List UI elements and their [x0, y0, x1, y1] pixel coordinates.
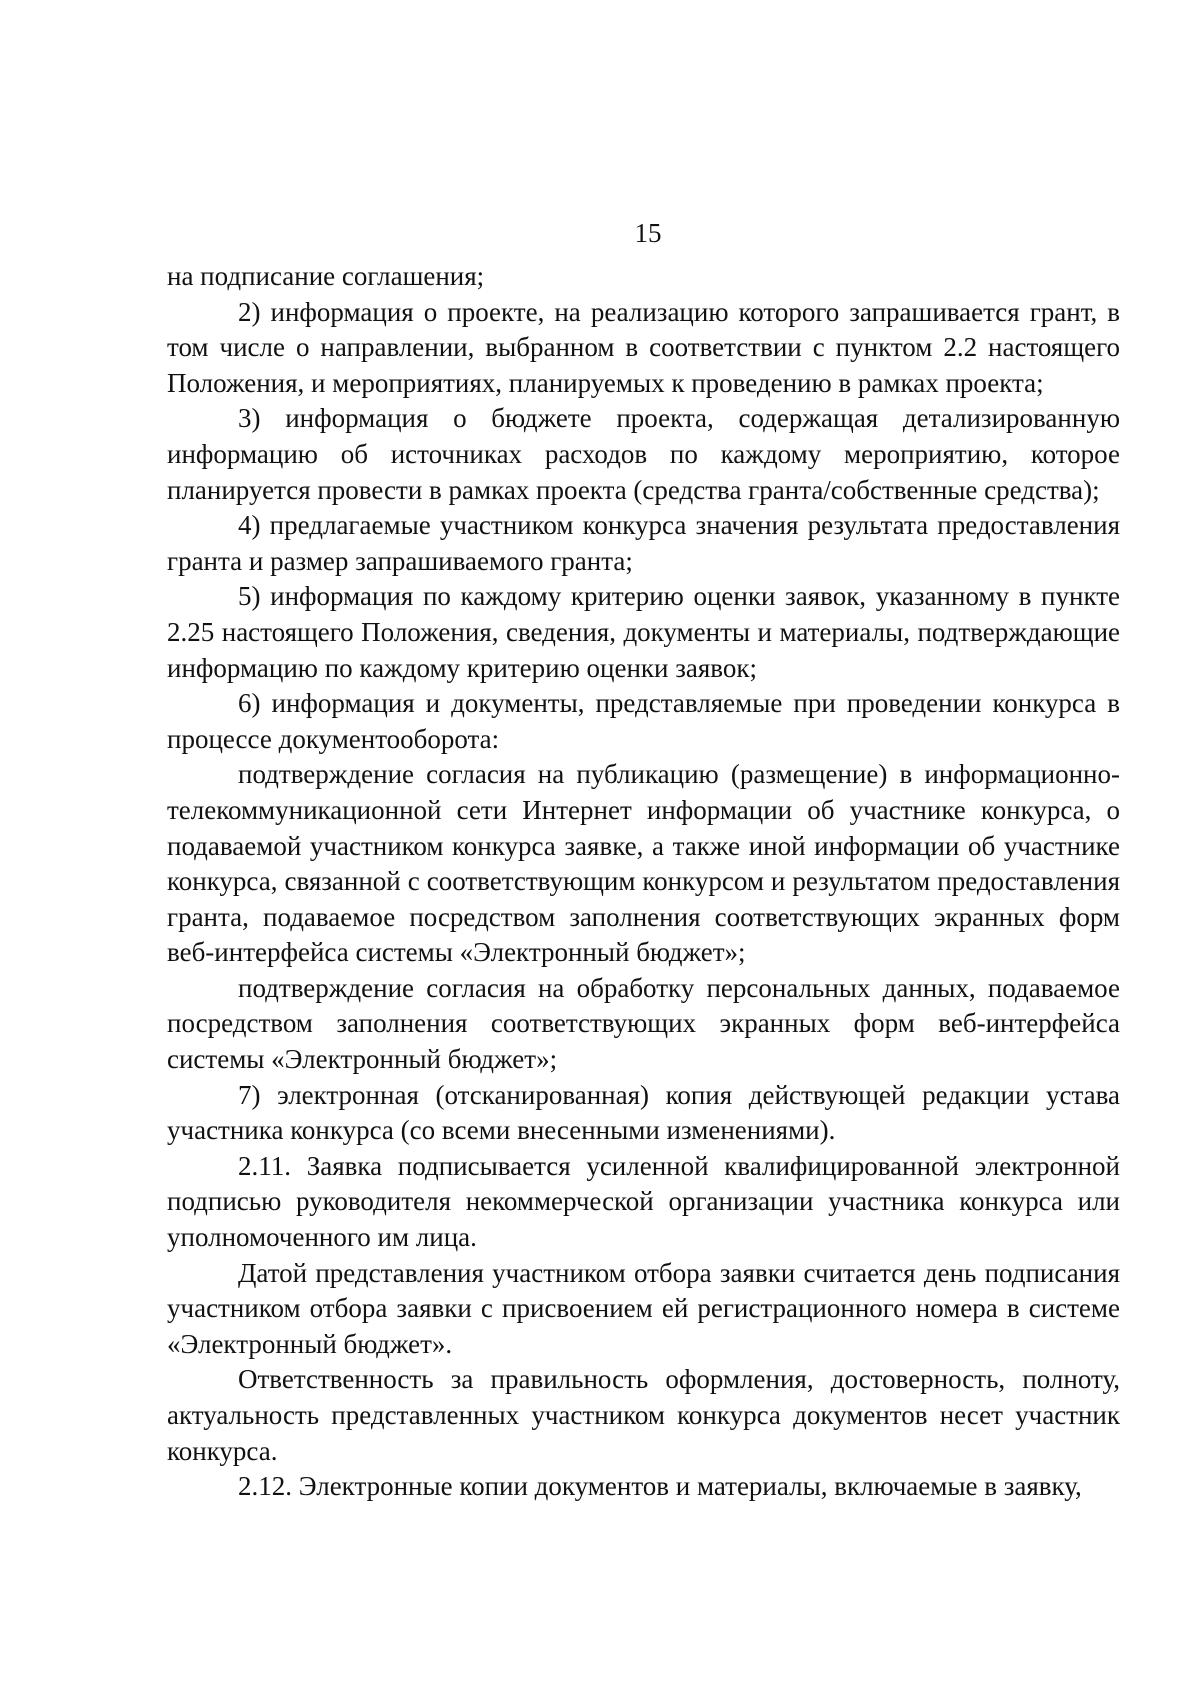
- paragraph-item-2: 2) информация о проекте, на реализацию которого запрашивается грант, в том числе о направлении, выбранном в соответствии с пунктом 2.2 настоящего Положения, и мероприятиях, планируемых к проведению в рамках проекта;: [167, 296, 1120, 398]
- paragraph-item-4: 4) предлагаемые участником конкурса значения результата предоставления гранта и размер запрашиваемого гранта;: [167, 510, 1120, 576]
- paragraph-section-2-11: 2.11. Заявка подписывается усиленной квалифицированной электронной подписью руководителя некоммерческой организации участника конкурса или уполномоченного им лица.: [167, 1150, 1120, 1253]
- paragraph-item-7: 7) электронная (отсканированная) копия действующей редакции устава участника конкурса (со всеми внесенными изменениями).: [167, 1079, 1120, 1146]
- paragraph-item-6: 6) информация и документы, представляемые при проведении конкурса в процессе документооборота:: [167, 688, 1120, 754]
- paragraph-publication-consent: подтверждение согласия на публикацию (размещение) в информационно-телекоммуникационной сети Интернет информации об участнике конкурса, о подаваемой участником конкурса заявке, а также иной информации об участнике конкурса, связанной с соответствующим конкурсом и результатом предоставления гранта, подаваемое посредством заполнения соответствующих экранных форм веб-интерфейса системы «Электронный бюджет»;: [167, 759, 1120, 968]
- paragraph-submission-date: Датой представления участником отбора заявки считается день подписания участником отбора заявки с присвоением ей регистрационного номера в системе «Электронный бюджет».: [167, 1257, 1120, 1359]
- page-number: 15: [634, 218, 662, 248]
- paragraph-item-5: 5) информация по каждому критерию оценки заявок, указанному в пункте 2.25 настоящего Положения, сведения, документы и материалы, подтверждающие информацию по каждому критерию оценки заявок;: [167, 581, 1120, 683]
- paragraph-personal-data-consent: подтверждение согласия на обработку персональных данных, подаваемое посредством заполнения соответствующих экранных форм веб-интерфейса системы «Электронный бюджет»;: [167, 972, 1120, 1075]
- document-body: [167, 259, 1120, 1505]
- paragraph-responsibility: Ответственность за правильность оформления, достоверность, полноту, актуальность представленных участником конкурса документов несет участник конкурса.: [167, 1364, 1120, 1466]
- paragraph-section-2-12: 2.12. Электронные копии документов и материалы, включаемые в заявку,: [238, 1471, 1082, 1502]
- paragraph-item-3: 3) информация о бюджете проекта, содержащая детализированную информацию об источниках расходов по каждому мероприятию, которое планируется провести в рамках проекта (средства гранта/собственные средства);: [167, 403, 1120, 505]
- paragraph-intro-continuation: на подписание соглашения;: [167, 261, 485, 291]
